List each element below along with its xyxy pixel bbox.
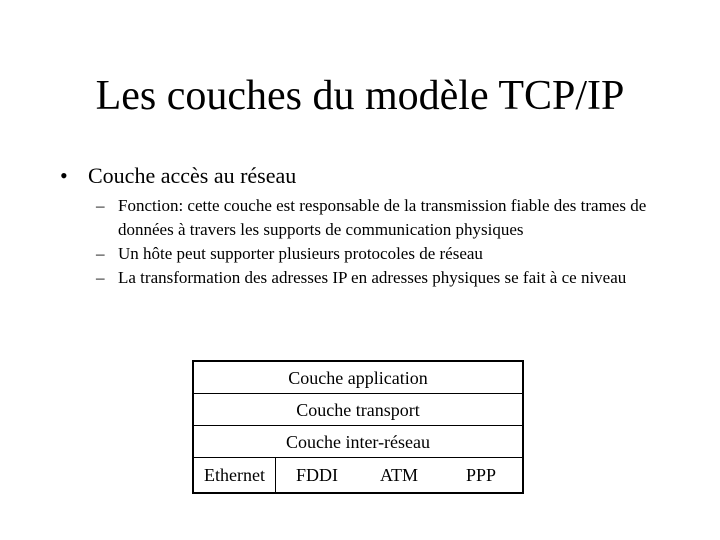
protocol-ppp: PPP — [465, 465, 497, 485]
protocol-fddi: FDDI — [295, 465, 338, 485]
protocol-ethernet: Ethernet — [194, 458, 276, 492]
dash-marker: – — [96, 268, 105, 287]
protocol-atm: ATM — [379, 465, 418, 485]
sub-bullet — [96, 194, 676, 242]
layer-internet: Couche inter-réseau — [194, 426, 522, 458]
tcpip-layer-diagram — [192, 360, 524, 494]
network-access-row — [194, 458, 522, 492]
sub-bullet-text: Fonction: cette couche est responsable de la transmission fiable des trames de données à travers les supports de communication physiques — [118, 196, 647, 239]
sub-bullet-text: La transformation des adresses IP en adresses physiques se fait à ce niveau — [118, 268, 627, 287]
main-bullet — [60, 162, 296, 190]
layer-application: Couche application — [194, 362, 522, 394]
main-bullet-text: Couche accès au réseau — [88, 163, 297, 188]
dash-marker: – — [96, 244, 105, 263]
sub-bullet — [96, 266, 676, 290]
sub-bullet-list — [96, 194, 676, 290]
layer-transport: Couche transport — [194, 394, 522, 426]
dash-marker: – — [96, 196, 105, 215]
sub-bullet-text: Un hôte peut supporter plusieurs protocoles de réseau — [118, 244, 483, 263]
bullet-marker: • — [60, 163, 68, 188]
slide-title: Les couches du modèle TCP/IP — [95, 73, 625, 119]
sub-bullet — [96, 242, 676, 266]
